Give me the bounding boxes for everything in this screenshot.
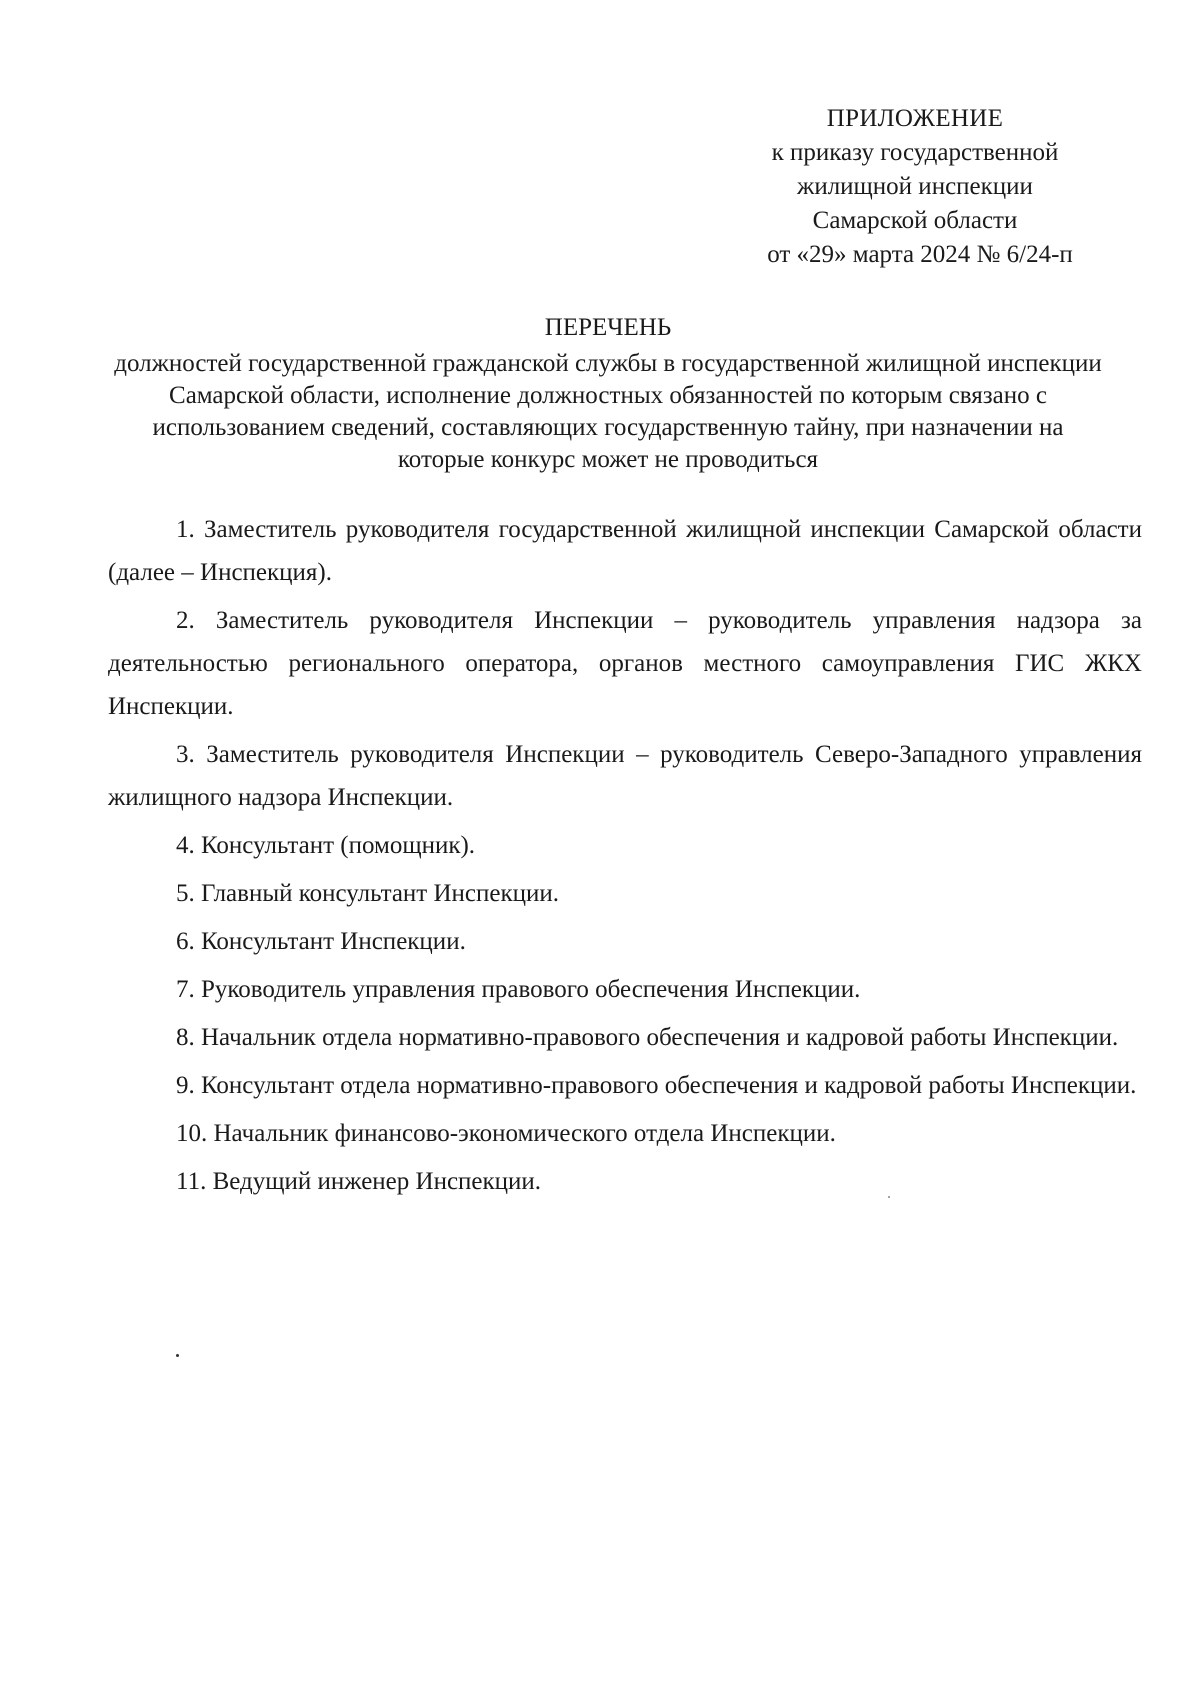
- list-item: 5. Главный консультант Инспекции.: [176, 880, 560, 907]
- appendix-date-number: от «29» марта 2024 № 6/24-п: [767, 241, 1073, 268]
- list-item: 10. Начальник финансово-экономического отдела Инспекции.: [176, 1120, 836, 1147]
- appendix-block: [700, 102, 1130, 272]
- scan-speck: [888, 1196, 890, 1198]
- heading-subtitle: должностей государственной гражданской службы в государственной жилищной инспекции Самарской области, исполнение должностных обязанностей по которым связано с использованием сведений, составляющих государственную тайну, при назначении на которые конкурс может не проводиться: [114, 350, 1102, 473]
- scan-speck: [176, 1354, 179, 1357]
- appendix-title: ПРИЛОЖЕНИЕ: [826, 105, 1004, 132]
- document-heading: [108, 310, 1108, 476]
- list-item: 6. Консультант Инспекции.: [176, 928, 466, 955]
- list-item: 2. Заместитель руководителя Инспекции – руководитель управления надзора за деятельностью регионального оператора, органов местного самоуправления ГИС ЖКХ Инспекции.: [108, 607, 1142, 720]
- list-item: 11. Ведущий инженер Инспекции.: [176, 1168, 542, 1195]
- list-item: 4. Консультант (помощник).: [176, 832, 476, 859]
- appendix-line-inspection: жилищной инспекции: [797, 173, 1033, 200]
- heading-title: ПЕРЕЧЕНЬ: [544, 314, 672, 341]
- list-item: 8. Начальник отдела нормативно-правового обеспечения и кадровой работы Инспекции.: [176, 1024, 1119, 1051]
- list-item: 9. Консультант отдела нормативно-правового обеспечения и кадровой работы Инспекции.: [176, 1072, 1137, 1099]
- list-item: 1. Заместитель руководителя государственной жилищной инспекции Самарской области (далее – Инспекция).: [108, 516, 1142, 586]
- list-item: 7. Руководитель управления правового обеспечения Инспекции.: [176, 976, 861, 1003]
- list-item: 3. Заместитель руководителя Инспекции – руководитель Северо-Западного управления жилищного надзора Инспекции.: [108, 741, 1142, 811]
- appendix-line-order: к приказу государственной: [771, 139, 1059, 166]
- appendix-line-region: Самарской области: [812, 207, 1018, 234]
- positions-list: [108, 508, 1142, 1208]
